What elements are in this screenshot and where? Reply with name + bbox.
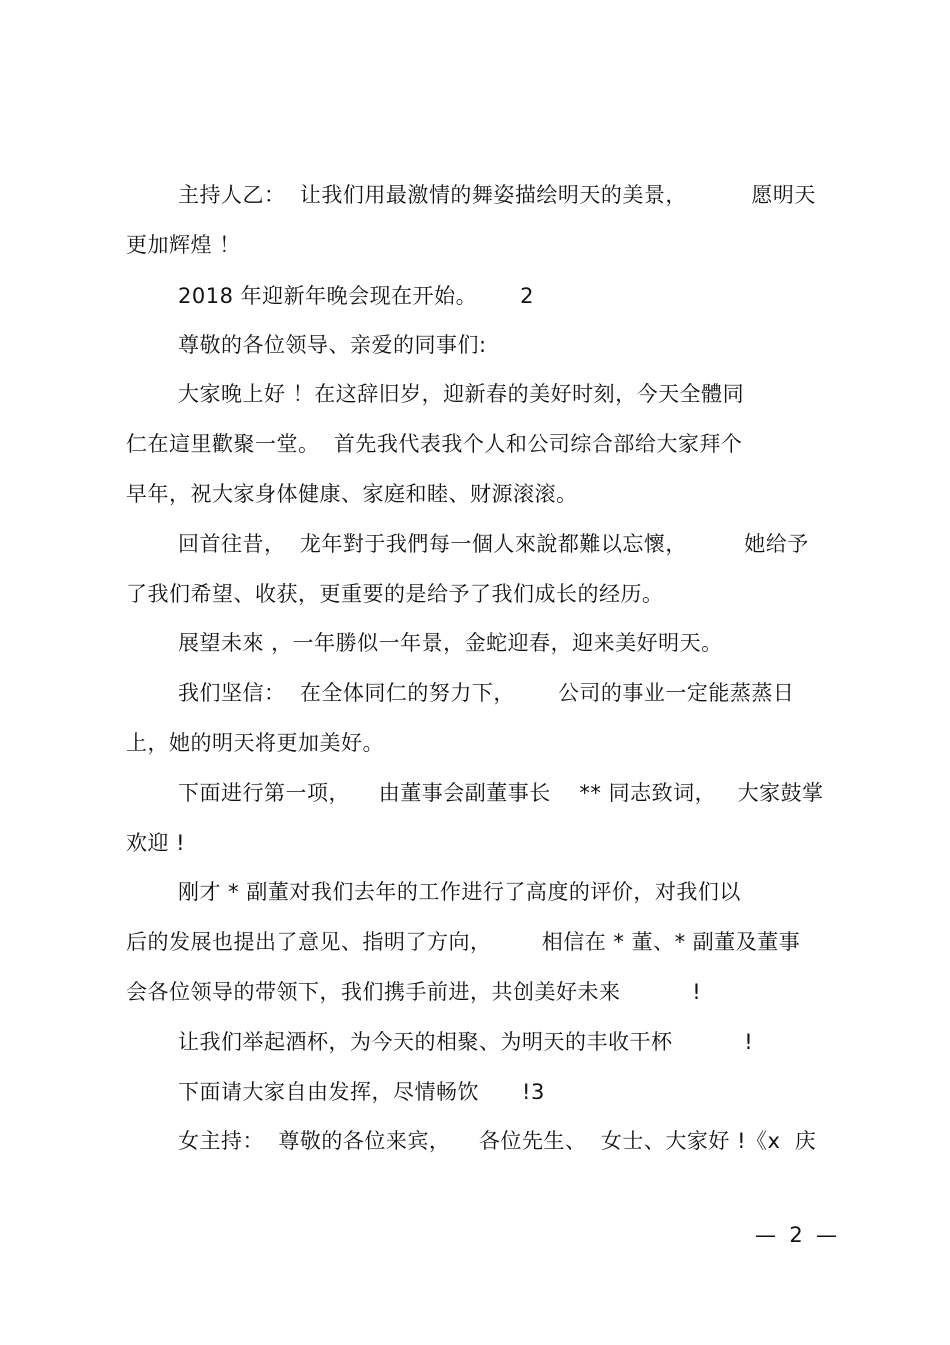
text-line: 大家晚上好 ！在这辞旧岁，迎新春的美好时刻，今天全體同 [178,382,745,406]
text-line: 刚才 * 副董对我们去年的工作进行了高度的评价，对我们以 [178,880,741,904]
text-line: 更加辉煌 ！ [126,233,241,257]
text-line: 后的发展也提出了意见、指明了方向， 相信在 * 董、* 副董及董事 [126,930,801,954]
text-line: 让我们举起酒杯，为今天的相聚、为明天的丰收干杯 ! [178,1030,754,1054]
text-line: 下面请大家自由发挥，尽情畅饮 !3 [178,1080,545,1104]
text-line: 了我们希望、收获，更重要的是给予了我们成长的经历。 [126,582,664,606]
text-line: 欢迎 ! [126,831,186,855]
text-line: 会各位领导的带领下，我们携手前进，共创美好未来 ! [126,980,702,1004]
text-line: 下面进行第一项， 由董事会副董事长 ** 同志致词， 大家鼓掌 [178,781,824,805]
text-line: 女主持： 尊敬的各位来宾， 各位先生、 女士、大家好 !《x 庆 [178,1129,817,1153]
text-line: 展望未來 ，一年勝似一年景，金蛇迎春，迎来美好明天。 [178,631,723,655]
text-line: 2018 年迎新年晚会现在开始。 2 [178,284,535,308]
page-number: — 2 — [755,1223,838,1247]
text-line: 主持人乙： 让我们用最激情的舞姿描绘明天的美景， 愿明天 [178,183,816,207]
text-line: 上，她的明天将更加美好。 [126,731,384,755]
text-line: 回首往昔， 龙年對于我們每一個人來說都難以忘懷， 她给予 [178,532,809,556]
text-line: 尊敬的各位领导、亲爱的同事们: [178,333,487,357]
text-line: 仁在這里歡聚一堂。 首先我代表我个人和公司综合部给大家拜个 [126,432,743,456]
text-line: 我们坚信： 在全体同仁的努力下， 公司的事业一定能蒸蒸日 [178,681,795,705]
text-line: 早年，祝大家身体健康、家庭和睦、财源滚滚。 [126,482,578,506]
